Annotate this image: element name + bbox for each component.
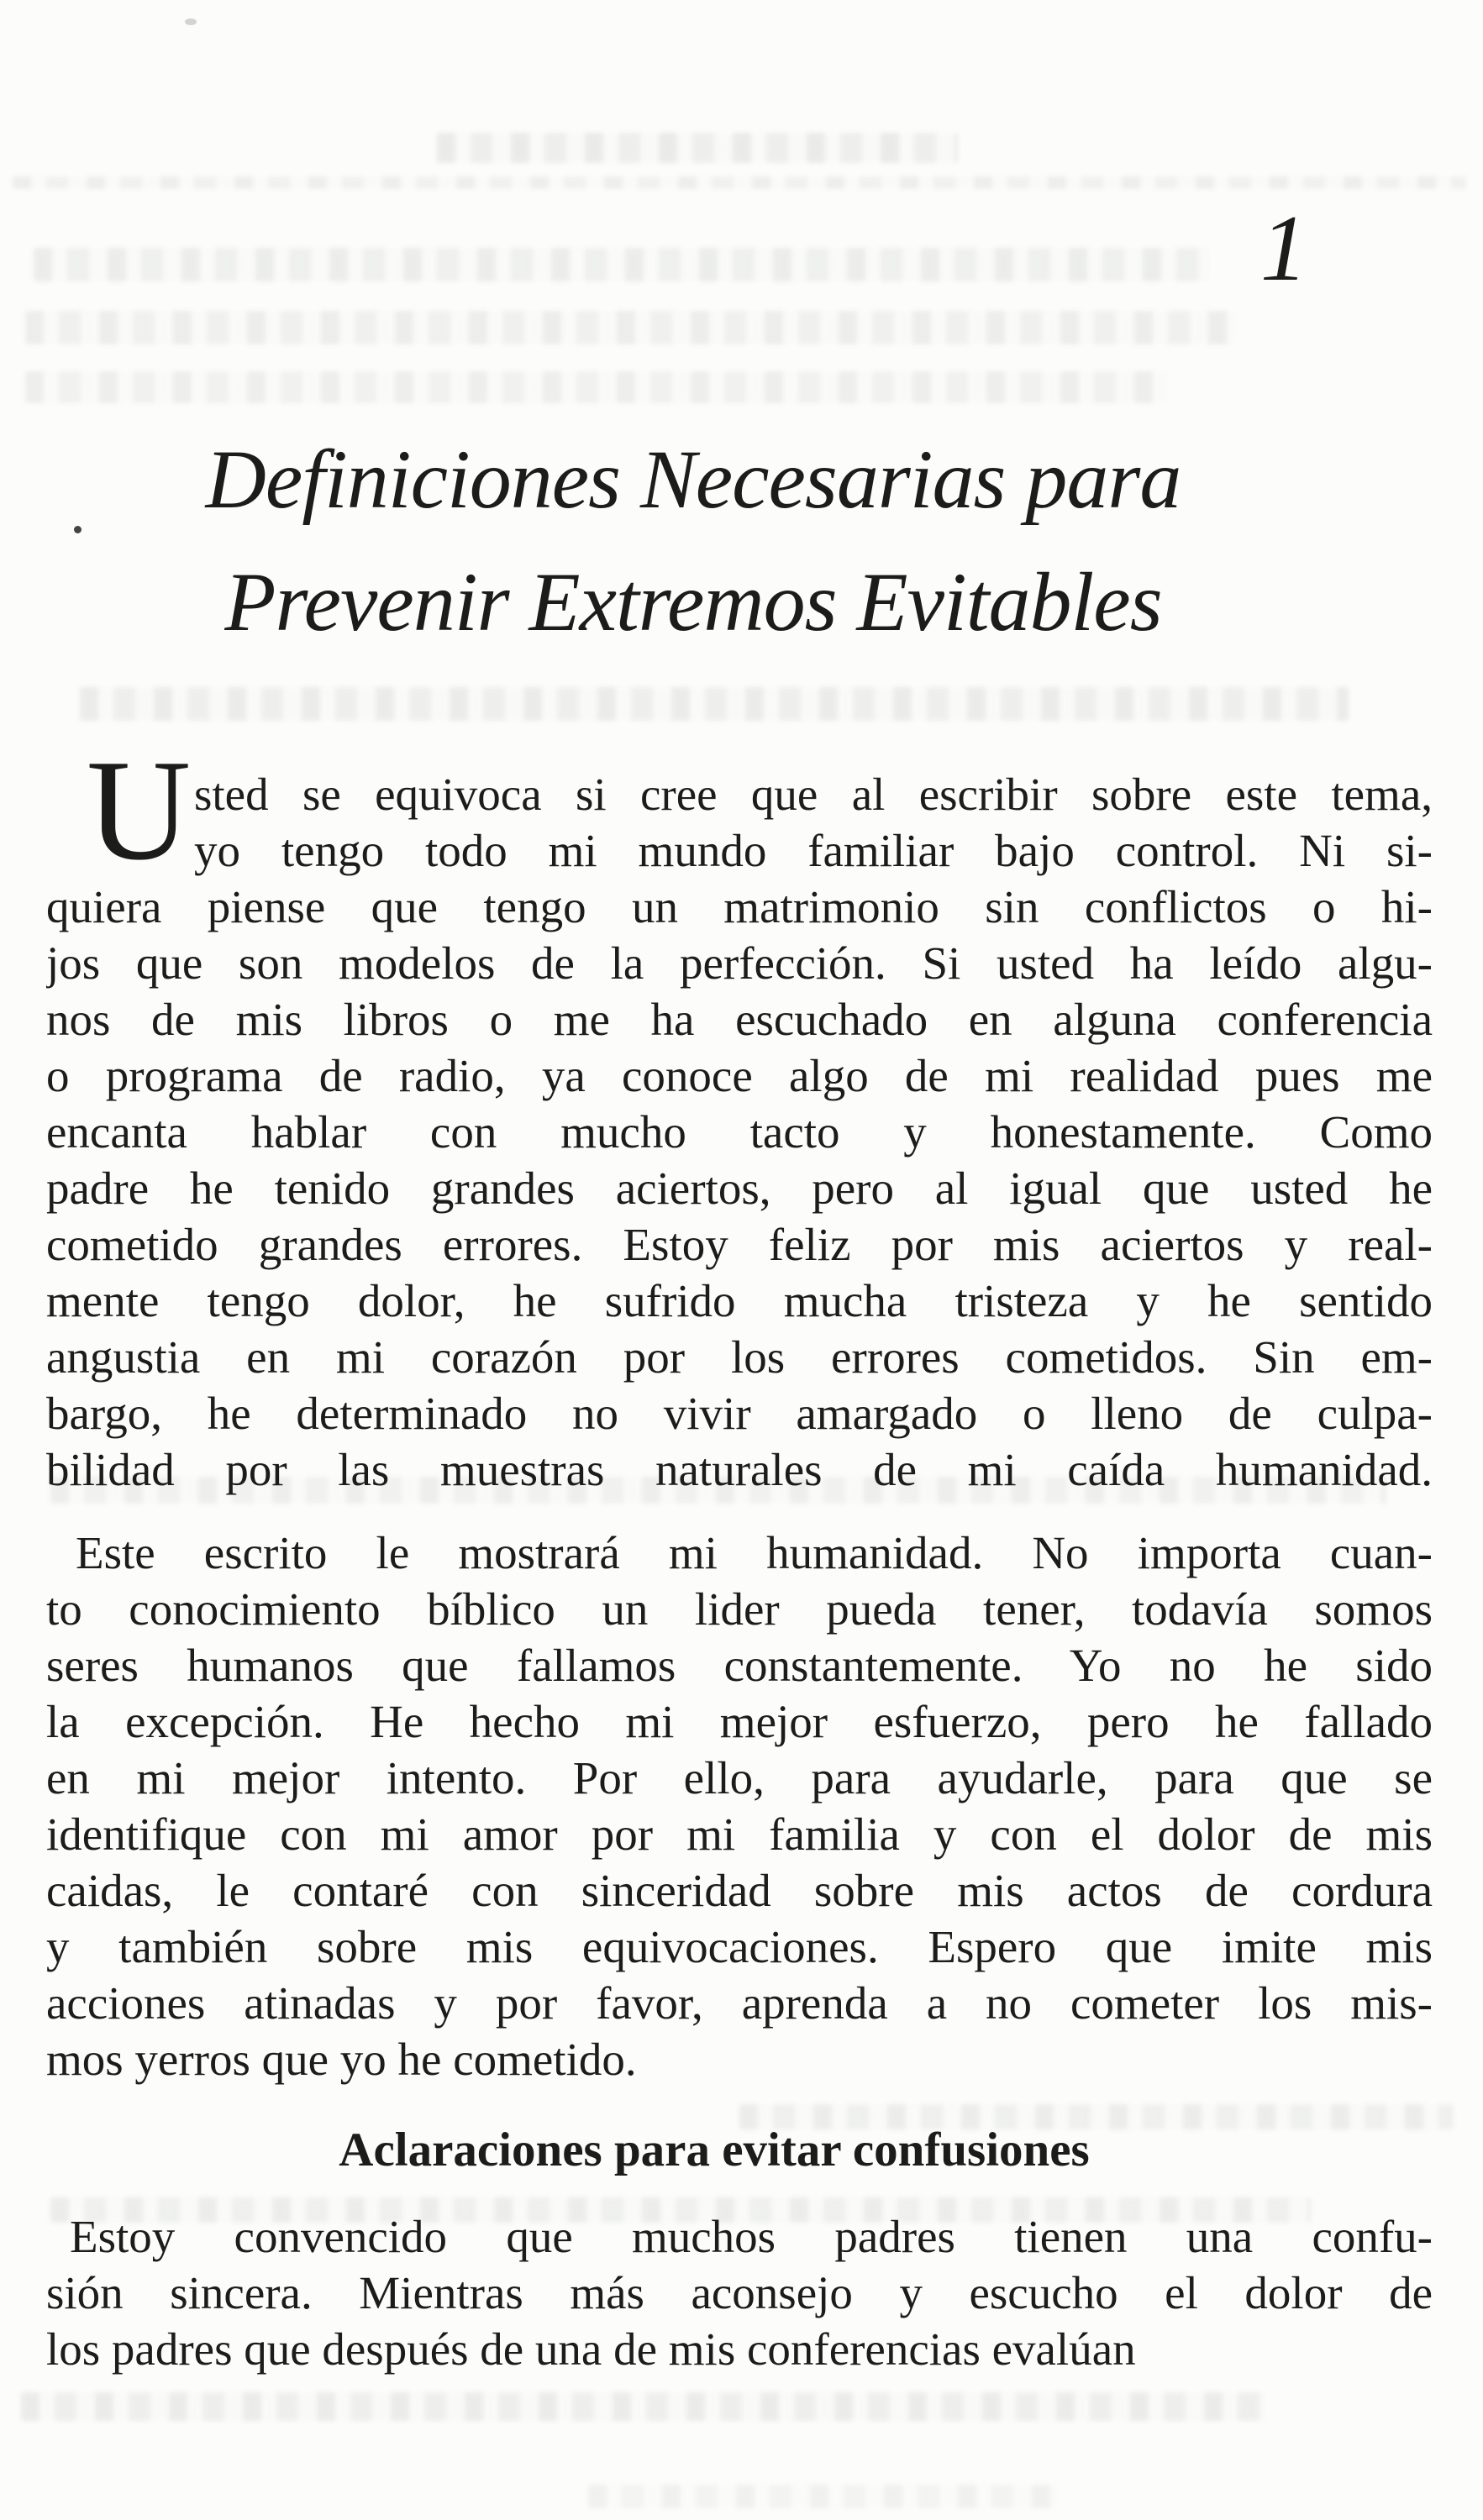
text-line: cometido grandes errores. Estoy feliz por mis aciertos y real- [46,1219,1433,1270]
text-line: nos de mis libros o me ha escuchado en alguna conferencia [46,994,1433,1045]
text-line: o programa de radio, ya conoce algo de mi realidad pues me [46,1050,1433,1101]
text-line: mente tengo dolor, he sufrido mucha tristeza y he sentido [46,1275,1433,1326]
text-line: bilidad por las muestras naturales de mi caída humanidad. [46,1444,1433,1495]
chapter-title [46,418,1340,664]
text-line: padre he tenido grandes aciertos, pero al igual que usted he [46,1163,1433,1214]
text-line: encanta hablar con mucho tacto y honestamente. Como [46,1106,1433,1158]
chapter-title-line-1: Definiciones Necesarias para [205,433,1181,526]
bleed-through-band [21,2392,1265,2421]
bleed-through-band [437,133,958,163]
text-line: to conocimiento bíblico un lider pueda tener, todavía somos [46,1583,1433,1635]
text-line: seres humanos que fallamos constantemente. Yo no he sido [46,1640,1433,1691]
text-line: Este escrito le mostrará mi humanidad. No importa cuan- [76,1527,1433,1578]
text-line: y también sobre mis equivocaciones. Espero que imite mis [46,1921,1433,1972]
text-line: Estoy convencido que muchos padres tienen una confu- [70,2211,1433,2262]
paragraph-2 [46,1525,1433,2087]
chapter-number: 1 [1260,197,1307,301]
section-heading: Aclaraciones para evitar confusiones [339,2124,1090,2176]
text-column [46,731,1433,2377]
text-line: sión sincera. Mientras más aconsejo y escucho el dolor de [46,2267,1433,2318]
text-line: yo tengo todo mi mundo familiar bajo control. Ni si- [194,825,1433,876]
bleed-through-band [25,371,1168,403]
bleed-through-band [25,311,1235,344]
text-line: identifique con mi amor por mi familia y con el dolor de mis [46,1809,1433,1860]
ink-speck [185,18,197,25]
text-line: jos que son modelos de la perfección. Si usted ha leído algu- [46,937,1433,989]
text-line: en mi mejor intento. Por ello, para ayudarle, para que se [46,1752,1433,1803]
drop-cap: U [87,731,192,890]
text-line: bargo, he determinado no vivir amargado o lleno de culpa- [46,1388,1433,1439]
bleed-through-band [80,687,1349,721]
chapter-title-line-2: Prevenir Extremos Evitables [224,555,1162,648]
text-line: la excepción. He hecho mi mejor esfuerzo, pero he fallado [46,1696,1433,1747]
bleed-through-band [34,248,1210,281]
text-line: los padres que después de una de mis conferencias evalúan [46,2323,1136,2375]
text-line: angustia en mi corazón por los errores cometidos. Sin em- [46,1331,1433,1383]
text-line: caidas, le contaré con sinceridad sobre mis actos de cordura [46,1865,1433,1916]
paragraph-1 [46,731,1433,1498]
text-line: mos yerros que yo he cometido. [46,2034,637,2085]
bleed-through-band [588,2485,1059,2508]
text-line: acciones atinadas y por favor, aprenda a no cometer los mis- [46,1977,1433,2029]
text-line: quiera piense que tengo un matrimonio sin conflictos o hi- [46,881,1433,932]
text-line: sted se equivoca si cree que al escribir sobre este tema, [194,769,1433,820]
paragraph-3 [46,2208,1433,2377]
bleed-through-band [13,176,1466,189]
